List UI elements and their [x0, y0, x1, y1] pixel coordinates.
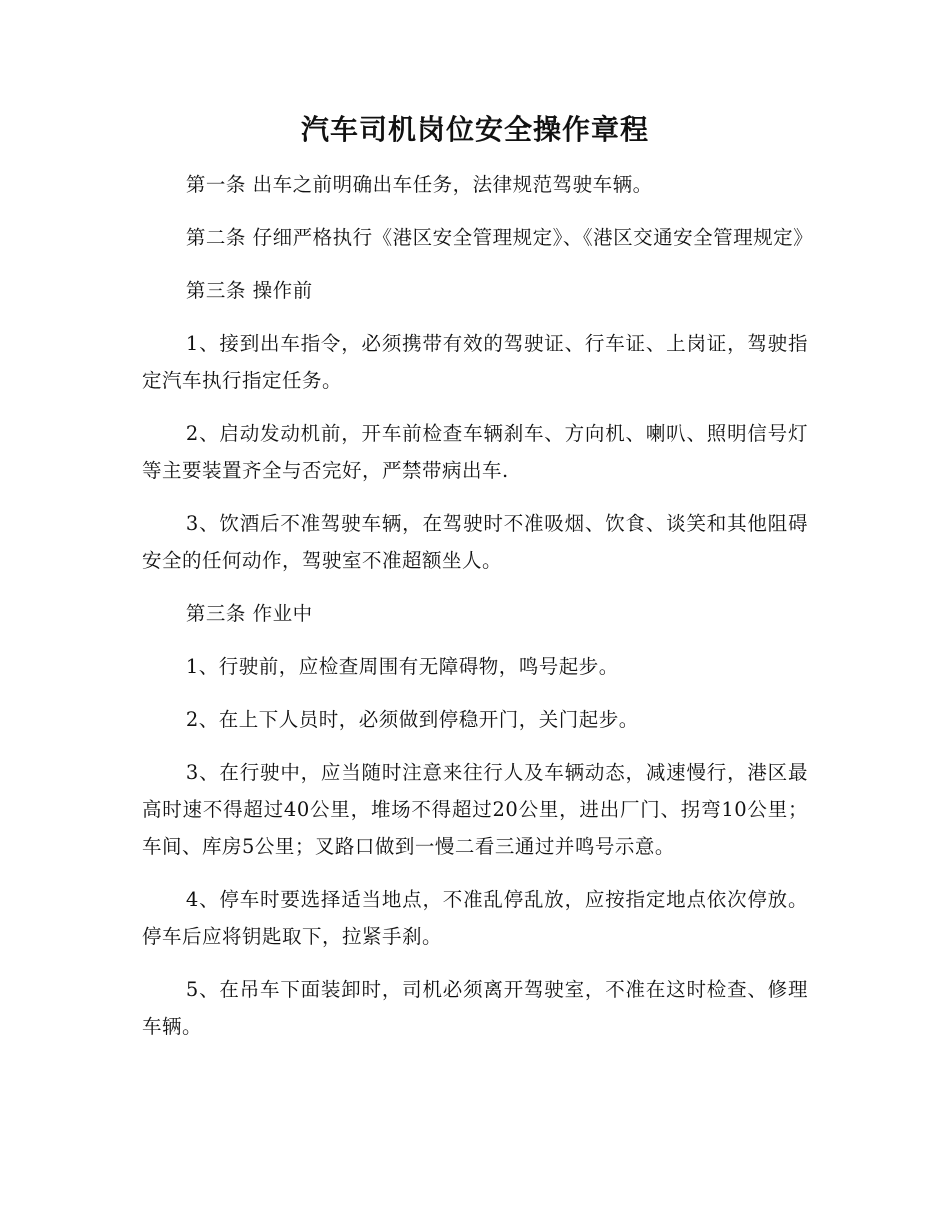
document-title: 汽车司机岗位安全操作章程: [300, 113, 649, 146]
article-1: 第一条 出车之前明确出车任务，法律规范驾驶车辆。: [185, 173, 653, 196]
pre-operation-item-2: 2、启动发动机前，开车前检查车辆刹车、方向机、喇叭、照明信号灯等主要装置齐全与否完好，严禁带病出车.: [142, 422, 808, 482]
article-2: 第二条 仔细严格执行《港区安全管理规定》、《港区交通安全管理规定》: [185, 226, 814, 249]
pre-operation-item-1: 1、接到出车指令，必须携带有效的驾驶证、行车证、上岗证，驾驶指定汽车执行指定任务。: [142, 332, 808, 392]
article-3-operation-heading: 第三条 作业中: [185, 602, 313, 625]
operation-item-2: 2、在上下人员时，必须做到停稳开门，关门起步。: [185, 708, 639, 731]
pre-operation-item-3: 3、饮酒后不准驾驶车辆，在驾驶时不准吸烟、饮食、谈笑和其他阻碍安全的任何动作，驾驶室不准超额坐人。: [142, 512, 808, 572]
operation-item-3: 3、在行驶中，应当随时注意来往行人及车辆动态，减速慢行，港区最高时速不得超过40公里，堆场不得超过20公里，进出厂门、拐弯10公里；车间、库房5公里；叉路口做到一慢二看三通过并鸣号示意。: [142, 761, 808, 858]
operation-item-4: 4、停车时要选择适当地点，不准乱停乱放，应按指定地点依次停放。停车后应将钥匙取下，拉紧手刹。: [142, 888, 808, 948]
operation-item-1: 1、行驶前，应检查周围有无障碍物，鸣号起步。: [185, 655, 619, 678]
operation-item-5: 5、在吊车下面装卸时，司机必须离开驾驶室，不准在这时检查、修理车辆。: [142, 978, 808, 1038]
article-3-heading: 第三条 操作前: [185, 279, 313, 302]
